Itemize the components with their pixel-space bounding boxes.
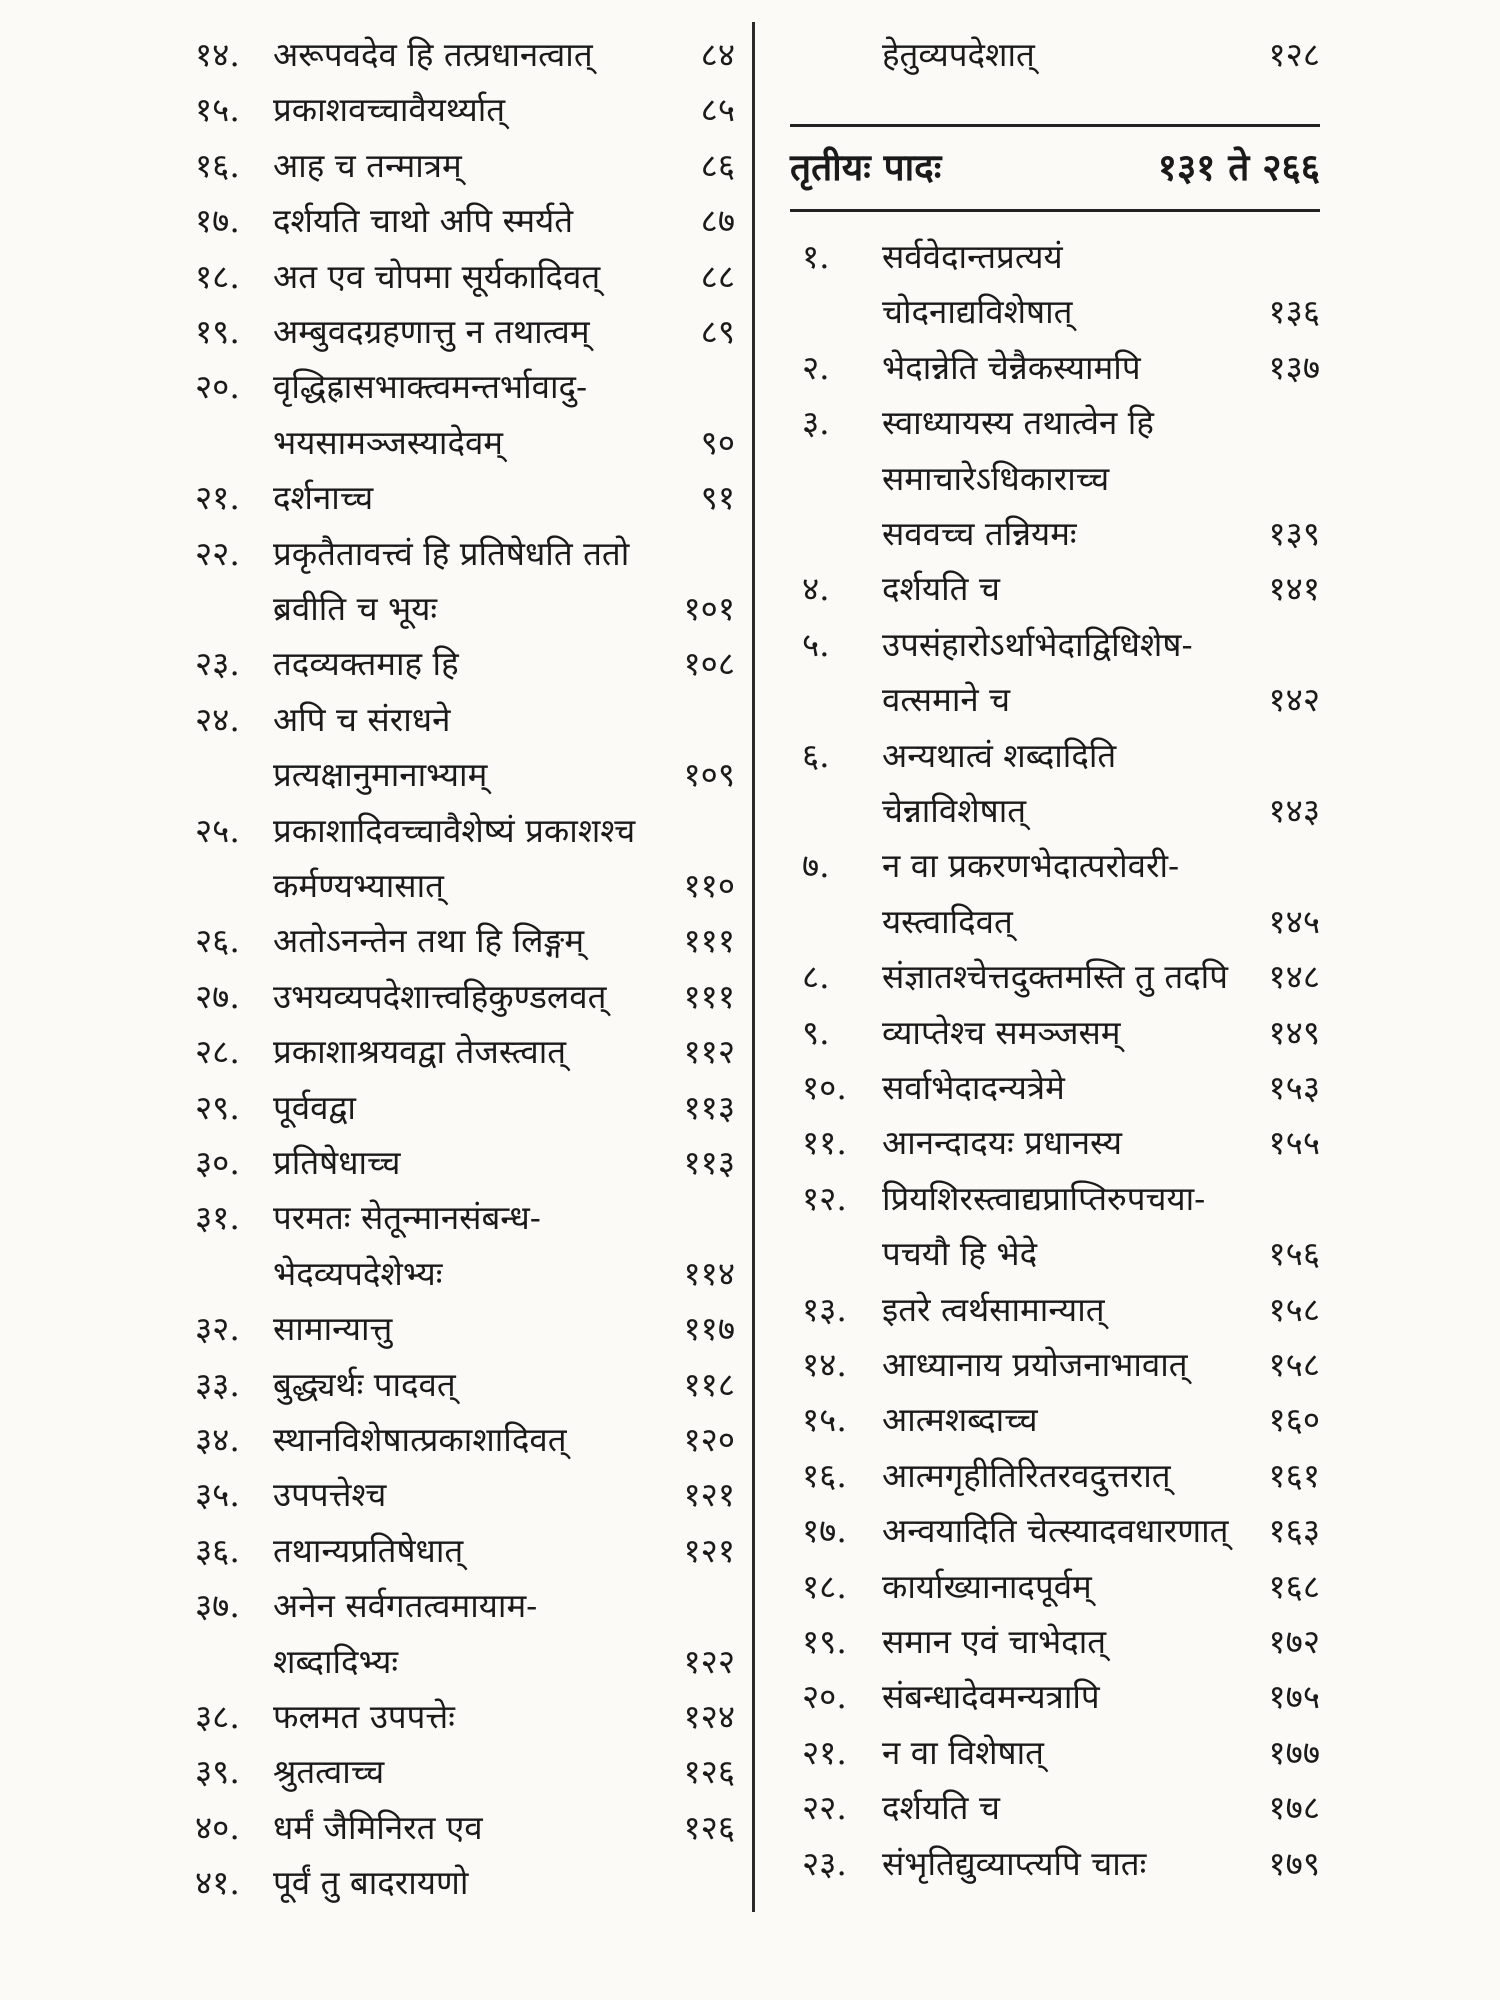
entry-text: तदव्यक्तमाह हि: [273, 644, 459, 684]
index-entry: [195, 83, 735, 137]
entry-number: ३४.: [195, 1420, 240, 1459]
entry-text: वृद्धिह्रासभाक्त्वमन्तर्भावादु-: [273, 367, 588, 407]
entry-page: १४९: [1268, 1012, 1320, 1052]
index-entry: [790, 396, 1320, 450]
entry-page: ११३: [683, 1143, 735, 1182]
index-entry: [790, 1338, 1320, 1392]
entry-text: अम्बुवदग्रहणात्तु न तथात्वम्: [273, 312, 590, 351]
entry-number: १०.: [802, 1068, 847, 1107]
section-header: [790, 124, 1320, 212]
index-entry: [790, 895, 1320, 949]
entry-page: १५८: [1268, 1289, 1320, 1329]
entry-number: २९.: [195, 1087, 240, 1127]
entry-page: ११३: [683, 1087, 735, 1127]
index-entry: [195, 1413, 735, 1467]
index-entry: [195, 1801, 735, 1855]
entry-text: दर्शयति च: [882, 1788, 1000, 1828]
entry-page: १७५: [1268, 1677, 1320, 1717]
entry-text: चोदनाद्यविशेषात्: [882, 292, 1073, 332]
entry-text: फलमत उपपत्तेः: [273, 1697, 455, 1736]
entry-text: भेदव्यपदेशेभ्यः: [273, 1253, 443, 1293]
entry-page: १७७: [1268, 1732, 1320, 1772]
entry-page: १२६: [683, 1752, 735, 1792]
index-entry: [195, 471, 735, 525]
index-entry: [195, 527, 735, 581]
column-divider: [752, 22, 755, 1912]
entry-page: १६१: [1268, 1455, 1320, 1495]
entry-page: १५८: [1268, 1345, 1320, 1384]
index-entry: [195, 139, 735, 193]
entry-text: प्रकृतैतावत्त्वं हि प्रतिषेधति ततो: [273, 533, 630, 573]
entry-text: सामान्यात्तु: [273, 1309, 393, 1349]
entry-number: २३.: [802, 1843, 847, 1883]
entry-page: १४२: [1268, 680, 1320, 720]
entry-text: सववच्च तन्नियमः: [882, 514, 1077, 553]
entry-number: २३.: [195, 644, 240, 684]
entry-number: १४.: [195, 35, 240, 74]
entry-page: ८६: [700, 145, 735, 185]
entry-page: १५३: [1268, 1068, 1320, 1107]
entry-page: १७२: [1268, 1622, 1320, 1661]
entry-number: १६.: [802, 1455, 847, 1495]
entry-text: धर्मं जैमिनिरत एव: [273, 1807, 483, 1847]
entry-number: ४०.: [195, 1807, 240, 1847]
index-entry: [195, 1136, 735, 1190]
index-entry: [790, 452, 1320, 506]
index-entry: [195, 914, 735, 968]
index-entry: [195, 637, 735, 691]
index-entry: [195, 1025, 735, 1079]
entry-number: २४.: [195, 699, 240, 739]
index-entry: [790, 673, 1320, 727]
index-entry: [195, 1302, 735, 1356]
index-entry: [195, 1191, 735, 1245]
entry-page: १४८: [1268, 957, 1320, 997]
index-entry: [790, 1061, 1320, 1115]
entry-number: १९.: [802, 1622, 847, 1661]
entry-text: दर्शयति च: [882, 569, 1000, 609]
entry-text: दर्शनाच्च: [273, 478, 374, 518]
entry-text: यस्त्वादिवत्: [882, 901, 1013, 941]
entry-page: १६३: [1268, 1511, 1320, 1551]
index-entry: [195, 1745, 735, 1799]
index-entry: [195, 250, 735, 304]
index-entry: [790, 1726, 1320, 1780]
entry-text: आत्मगृहीतिरितरवदुत्तरात्: [882, 1455, 1171, 1495]
entry-text: उभयव्यपदेशात्त्वहिकुण्डलवत्: [273, 976, 607, 1016]
entry-page: ८५: [700, 90, 735, 130]
entry-page: ९०: [700, 422, 735, 462]
index-entry: [195, 1081, 735, 1135]
entry-page: १३७: [1268, 347, 1320, 387]
entry-page: ९१: [700, 478, 735, 518]
entry-page: १०९: [683, 755, 735, 795]
entry-number: ४.: [802, 569, 830, 609]
index-entry: [790, 839, 1320, 893]
index-entry: [790, 1560, 1320, 1614]
entry-number: १९.: [195, 312, 240, 351]
entry-page: १४३: [1268, 791, 1320, 830]
index-entry: [195, 194, 735, 248]
entry-number: १८.: [802, 1566, 847, 1606]
entry-text: आध्यानाय प्रयोजनाभावात्: [882, 1345, 1188, 1384]
index-entry: [790, 1006, 1320, 1060]
entry-page: १७८: [1268, 1788, 1320, 1828]
entry-text: प्रियशिरस्त्वाद्यप्राप्तिरुपचया-: [882, 1178, 1206, 1218]
entry-number: ११.: [802, 1123, 847, 1163]
entry-text: कर्मण्यभ्यासात्: [273, 866, 444, 905]
entry-number: ३.: [802, 403, 830, 443]
entry-text: स्थानविशेषात्प्रकाशादिवत्: [273, 1420, 567, 1459]
entry-page: ८९: [700, 312, 735, 351]
entry-text: अन्वयादिति चेत्स्यादवधारणात्: [882, 1511, 1229, 1551]
entry-text: भयसामञ्जस्यादेवम्: [273, 422, 504, 462]
section-title: तृतीयः पादः: [790, 145, 942, 189]
entry-number: ३७.: [195, 1586, 240, 1626]
index-entry: [790, 950, 1320, 1004]
entry-number: २२.: [195, 533, 240, 573]
index-entry: [195, 305, 735, 359]
index-entry: [790, 784, 1320, 838]
index-entry: [195, 804, 735, 858]
entry-number: १५.: [802, 1400, 847, 1440]
index-entry: [790, 1449, 1320, 1503]
index-entry: [195, 360, 735, 414]
entry-page: १४१: [1268, 569, 1320, 609]
entry-text: दर्शयति चाथो अपि स्मर्यते: [273, 201, 574, 241]
entry-text: प्रतिषेधाच्च: [273, 1143, 401, 1182]
entry-text: तथान्यप्रतिषेधात्: [273, 1530, 464, 1570]
entry-number: २०.: [195, 367, 240, 407]
index-entry: [790, 729, 1320, 783]
entry-page: १२१: [683, 1530, 735, 1570]
entry-page: १५६: [1268, 1234, 1320, 1274]
index-entry: [790, 285, 1320, 339]
entry-page: १७९: [1268, 1843, 1320, 1883]
entry-number: ३५.: [195, 1475, 240, 1515]
entry-text: अपि च संराधने: [273, 699, 451, 739]
entry-page: १३९: [1268, 514, 1320, 553]
index-entry: [790, 562, 1320, 616]
entry-number: ३१.: [195, 1198, 240, 1238]
entry-text: संबन्धादेवमन्यत्रापि: [882, 1677, 1100, 1717]
index-entry: [790, 1615, 1320, 1669]
entry-page: १५५: [1268, 1123, 1320, 1163]
entry-page: १११: [683, 921, 735, 961]
entry-text: अरूपवदेव हि तत्प्रधानत्वात्: [273, 35, 593, 74]
right-top-entry: [790, 28, 1320, 82]
entry-text: अन्यथात्वं शब्दादिति: [882, 735, 1117, 775]
entry-page: १२०: [683, 1420, 735, 1459]
index-entry: [195, 582, 735, 636]
entry-text: परमतः सेतून्मानसंबन्ध-: [273, 1198, 541, 1238]
entry-text: प्रकाशाश्रयवद्वा तेजस्त्वात्: [273, 1032, 567, 1072]
index-entry: [790, 1837, 1320, 1891]
entry-text: समान एवं चाभेदात्: [882, 1622, 1107, 1661]
entry-text: व्याप्तेश्च समञ्जसम्: [882, 1012, 1121, 1052]
entry-text: पचयौ हि भेदे: [882, 1234, 1038, 1274]
entry-page: १०८: [683, 644, 735, 684]
entry-text: संभृतिद्युव्याप्त्यपि चातः: [882, 1843, 1147, 1883]
index-entry: [790, 1283, 1320, 1337]
entry-number: २.: [802, 347, 830, 387]
entry-text: पूर्ववद्वा: [273, 1087, 356, 1127]
entry-page: ८७: [700, 201, 735, 241]
entry-text: इतरे त्वर्थसामान्यात्: [882, 1289, 1105, 1329]
entry-text: सर्वाभेदादन्यत्रेमे: [882, 1068, 1065, 1107]
entry-page: १२८: [1268, 35, 1320, 74]
entry-number: २१.: [802, 1732, 847, 1772]
index-entry: [790, 1504, 1320, 1558]
entry-text: कार्याख्यानादपूर्वम्: [882, 1566, 1092, 1606]
index-entry: [195, 1856, 735, 1910]
entry-number: १७.: [195, 201, 240, 241]
entry-page: ११०: [683, 866, 735, 905]
entry-page: ८४: [700, 35, 735, 74]
entry-page: १०१: [683, 589, 735, 628]
index-entry: [195, 970, 735, 1024]
entry-page: ११४: [683, 1253, 735, 1293]
entry-page: ११७: [683, 1309, 735, 1349]
index-entry: [195, 1468, 735, 1522]
entry-number: ३३.: [195, 1364, 240, 1404]
entry-number: १५.: [195, 90, 240, 130]
index-entry: [790, 1116, 1320, 1170]
entry-page: १२२: [683, 1641, 735, 1681]
entry-text: न वा प्रकरणभेदात्परोवरी-: [882, 846, 1180, 886]
index-entry: [195, 416, 735, 470]
entry-number: २५.: [195, 810, 240, 850]
entry-page: १२४: [683, 1697, 735, 1736]
entry-number: ९.: [802, 1012, 830, 1052]
entry-text: प्रकाशवच्चावैयर्थ्यात्: [273, 90, 506, 130]
entry-number: १३.: [802, 1289, 847, 1329]
entry-text: सर्ववेदान्तप्रत्ययं: [882, 237, 1063, 276]
index-entry: [195, 748, 735, 802]
index-entry: [195, 1247, 735, 1301]
entry-text: प्रकाशादिवच्चावैशेष्यं प्रकाशश्च: [273, 810, 636, 850]
index-entry: [195, 1524, 735, 1578]
entry-number: २२.: [802, 1788, 847, 1828]
entry-number: १४.: [802, 1345, 847, 1384]
entry-number: ८.: [802, 957, 830, 997]
entry-text: बुद्ध्यर्थः पादवत्: [273, 1364, 456, 1404]
index-entry: [195, 28, 735, 82]
entry-page: १४५: [1268, 901, 1320, 941]
entry-number: १८.: [195, 256, 240, 296]
index-entry: [790, 341, 1320, 395]
entry-number: ३२.: [195, 1309, 240, 1349]
entry-page: ८८: [700, 256, 735, 296]
index-entry: [790, 1670, 1320, 1724]
entry-page: १६०: [1268, 1400, 1320, 1440]
entry-text: श्रुतत्वाच्च: [273, 1752, 385, 1792]
index-entry: [790, 230, 1320, 284]
index-entry: [790, 1781, 1320, 1835]
entry-number: ३०.: [195, 1143, 240, 1182]
index-entry: [790, 1393, 1320, 1447]
entry-number: ३९.: [195, 1752, 240, 1792]
entry-number: २१.: [195, 478, 240, 518]
index-entry: [195, 1690, 735, 1744]
entry-page: १२१: [683, 1475, 735, 1515]
entry-text: शब्दादिभ्यः: [273, 1641, 399, 1681]
index-entry: [195, 1635, 735, 1689]
index-entry: [195, 859, 735, 913]
entry-text: समाचारेऽधिकाराच्च: [882, 458, 1110, 498]
entry-text: हेतुव्यपदेशात्: [882, 35, 1035, 74]
entry-number: १.: [802, 237, 830, 276]
entry-number: २०.: [802, 1677, 847, 1717]
entry-text: संज्ञातश्चेत्तदुक्तमस्ति तु तदपि: [882, 957, 1228, 997]
index-entry: [195, 693, 735, 747]
index-entry: [195, 1579, 735, 1633]
index-entry: [790, 618, 1320, 672]
entry-text: ब्रवीति च भूयः: [273, 589, 438, 628]
entry-text: चेन्नाविशेषात्: [882, 791, 1027, 830]
entry-text: भेदान्नेति चेन्नैकस्यामपि: [882, 347, 1141, 387]
entry-number: ७.: [802, 846, 830, 886]
index-entry: [195, 1358, 735, 1412]
entry-number: ३८.: [195, 1697, 240, 1736]
entry-text: उपसंहारोऽर्थाभेदाद्विधिशेष-: [882, 624, 1193, 664]
entry-text: स्वाध्यायस्य तथात्वेन हि: [882, 403, 1154, 443]
entry-page: १६८: [1268, 1566, 1320, 1606]
entry-page: ११२: [683, 1032, 735, 1072]
entry-text: उपपत्तेश्च: [273, 1475, 387, 1515]
entry-number: १२.: [802, 1178, 847, 1218]
entry-page: ११८: [683, 1364, 735, 1404]
entry-number: ३६.: [195, 1530, 240, 1570]
entry-number: १७.: [802, 1511, 847, 1551]
entry-text: आत्मशब्दाच्च: [882, 1400, 1038, 1440]
section-page-range: १३१ ते २६६: [1157, 145, 1320, 189]
entry-number: ४१.: [195, 1863, 240, 1903]
index-entry: [790, 1172, 1320, 1226]
entry-number: ६.: [802, 735, 830, 775]
entry-page: १३६: [1268, 292, 1320, 332]
entry-text: प्रत्यक्षानुमानाभ्याम्: [273, 755, 488, 795]
entry-text: अत एव चोपमा सूर्यकादिवत्: [273, 256, 601, 296]
entry-text: वत्समाने च: [882, 680, 1011, 720]
entry-text: न वा विशेषात्: [882, 1732, 1044, 1772]
entry-text: आनन्दादयः प्रधानस्य: [882, 1123, 1123, 1163]
entry-number: १६.: [195, 145, 240, 185]
entry-number: २७.: [195, 976, 240, 1016]
index-entry: [790, 507, 1320, 561]
entry-number: २८.: [195, 1032, 240, 1072]
entry-text: अतोऽनन्तेन तथा हि लिङ्गम्: [273, 921, 585, 961]
entry-text: अनेन सर्वगतत्वमायाम-: [273, 1586, 538, 1626]
index-entry: [790, 1227, 1320, 1281]
entry-number: ५.: [802, 624, 830, 664]
entry-number: २६.: [195, 921, 240, 961]
entry-page: १२६: [683, 1807, 735, 1847]
entry-page: १११: [683, 976, 735, 1016]
entry-text: आह च तन्मात्रम्: [273, 145, 462, 185]
entry-text: पूर्वं तु बादरायणो: [273, 1863, 469, 1903]
